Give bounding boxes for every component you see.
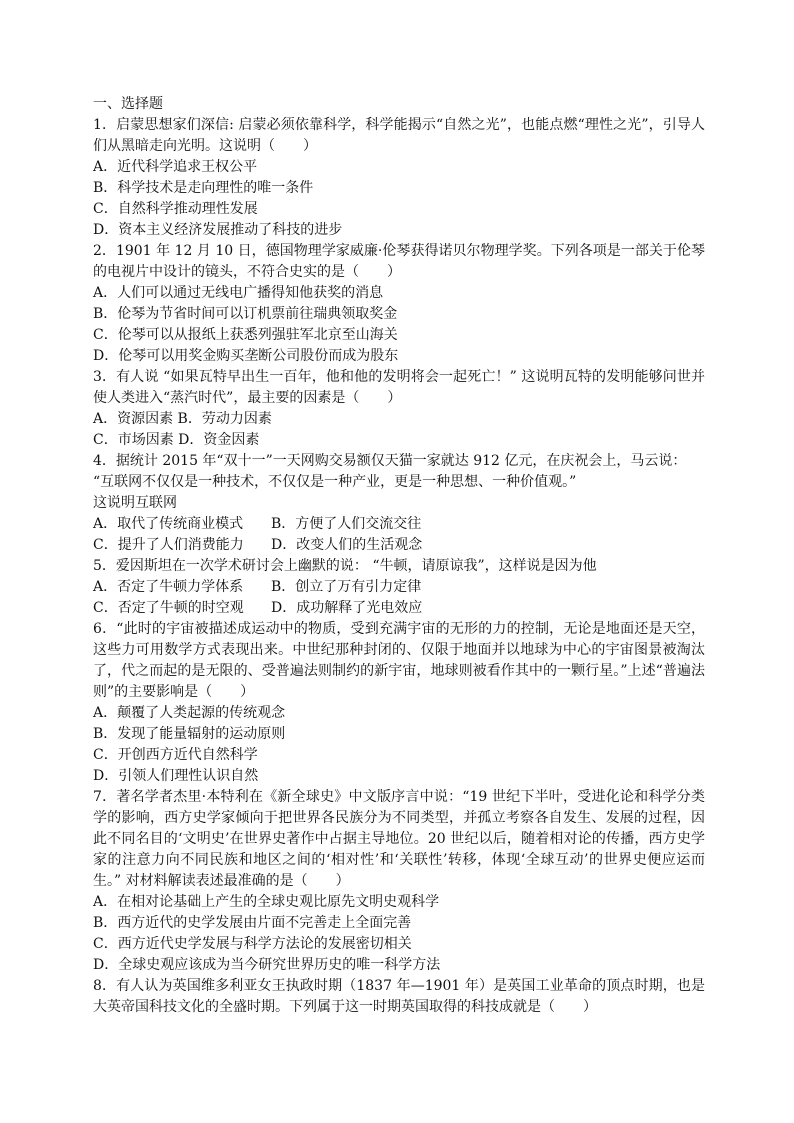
question-7	[93, 787, 705, 976]
question-stem: 5．爱因斯坦在一次学术研讨会上幽默的说： “牛顿，请原谅我”，这样说是因为他	[93, 558, 597, 574]
option-row-cd	[93, 598, 705, 619]
question-4	[93, 451, 705, 556]
option-a: A．在相对论基础上产生的全球史观比原先文明史观科学	[93, 894, 440, 910]
option-b: B．方便了人们交流交往	[271, 516, 422, 532]
option-d: D．全球史观应该成为当今研究世界历史的唯一科学方法	[93, 957, 441, 973]
question-8	[93, 976, 705, 1018]
option-a: A．近代科学追求王权公平	[93, 159, 258, 175]
question-stem-quote: “互联网不仅仅是一种技术，不仅仅是一种产业，更是一种思想、一种价值观。”	[93, 474, 577, 490]
option-a: A．人们可以通过无线电广播得知他获奖的消息	[93, 285, 384, 301]
option-d: D．资本主义经济发展推动了科技的进步	[93, 222, 343, 238]
option-c: C．西方近代史学发展与科学方法论的发展密切相关	[93, 936, 412, 952]
question-stem: 6．“此时的宇宙被描述成运动中的物质，受到充满宇宙的无形的力的控制，无论是地面还是天空，这些力可用数学方式表现出来。中世纪那种封闭的、仅限于地面并以地球为中心的宇宙图景被淘汰了，代之而起的是无限的、受普遍法则制约的新宇宙，地球则被看作其中的一颗行星。”上述“普遍法则”的主要影响是（ ）	[93, 621, 705, 700]
option-b: B．发现了能量辐射的运动原则	[93, 726, 286, 742]
exam-page	[93, 94, 705, 1018]
question-stem: 7．著名学者杰里·本特利在《新全球史》中文版序言中说：“19 世纪下半叶，受进化论和科学分类学的影响，西方史学家倾向于把世界各民族分为不同类型，并孤立考察各自发生、发展的过程，因此不同名目的‘文明史’在世界史著作中占据主导地位。20 世纪以后，随着相对论的传播，西方史学家的注意力向不同民族和地区之间的‘相对性’和‘关联性’转移，体现‘全球互动’的世界史便应运而生。” 对材料解读表述最准确的是（ ）	[93, 789, 705, 889]
option-row-ab	[93, 514, 705, 535]
option-c: C．自然科学推动理性发展	[93, 201, 258, 217]
option-row-cd	[93, 535, 705, 556]
option-b: B．科学技术是走向理性的唯一条件	[93, 180, 314, 196]
question-stem: 3．有人说 “如果瓦特早出生一百年，他和他的发明将会一起死亡！” 这说明瓦特的发明能够问世并使人类进入“蒸汽时代”，最主要的因素是（ ）	[93, 369, 705, 406]
question-stem: 8．有人认为英国维多利亚女王执政时期（1837 年—1901 年）是英国工业革命的顶点时期，也是大英帝国科技文化的全盛时期。下列属于这一时期英国取得的科技成就是（ ）	[93, 978, 705, 1015]
option-row-ab: A．资源因素 B．劳动力因素	[93, 411, 272, 427]
option-b: B．创立了万有引力定律	[271, 579, 422, 595]
question-6	[93, 619, 705, 787]
question-stem-line: 这说明互联网	[93, 495, 177, 511]
question-stem: 2．1901 年 12 月 10 日，德国物理学家威廉·伦琴获得诺贝尔物理学奖。下列各项是一部关于伦琴的电视片中设计的镜头，不符合史实的是（ ）	[93, 243, 705, 280]
option-row-ab	[93, 577, 705, 598]
option-c: C．提升了人们消费能力	[93, 537, 244, 553]
option-row-cd: C．市场因素 D．资金因素	[93, 432, 260, 448]
option-a: A．取代了传统商业模式	[93, 516, 244, 532]
option-a: A．颠覆了人类起源的传统观念	[93, 705, 286, 721]
option-c: C．否定了牛顿的时空观	[93, 600, 244, 616]
question-1	[93, 115, 705, 241]
question-2	[93, 241, 705, 367]
question-5	[93, 556, 705, 619]
option-b: B．西方近代的史学发展由片面不完善走上全面完善	[93, 915, 412, 931]
option-d: D．成功解释了光电效应	[271, 600, 423, 616]
option-a: A．否定了牛顿力学体系	[93, 579, 244, 595]
question-3	[93, 367, 705, 451]
option-d: D．改变人们的生活观念	[271, 537, 423, 553]
option-b: B．伦琴为节省时间可以订机票前往瑞典领取奖金	[93, 306, 398, 322]
section-title: 一、选择题	[93, 96, 163, 112]
option-c: C．伦琴可以从报纸上获悉列强驻军北京至山海关	[93, 327, 398, 343]
option-d: D．伦琴可以用奖金购买垄断公司股份而成为股东	[93, 348, 399, 364]
question-stem-line: 4．据统计 2015 年“双十一”一天网购交易额仅天猫一家就达 912 亿元，在庆祝会上，马云说：	[93, 453, 687, 469]
option-d: D．引领人们理性认识自然	[93, 768, 259, 784]
option-c: C．开创西方近代自然科学	[93, 747, 258, 763]
question-stem: 1．启蒙思想家们深信: 启蒙必须依靠科学，科学能揭示“自然之光”，也能点燃“理性之光”，引导人们从黑暗走向光明。这说明（ ）	[93, 117, 705, 154]
